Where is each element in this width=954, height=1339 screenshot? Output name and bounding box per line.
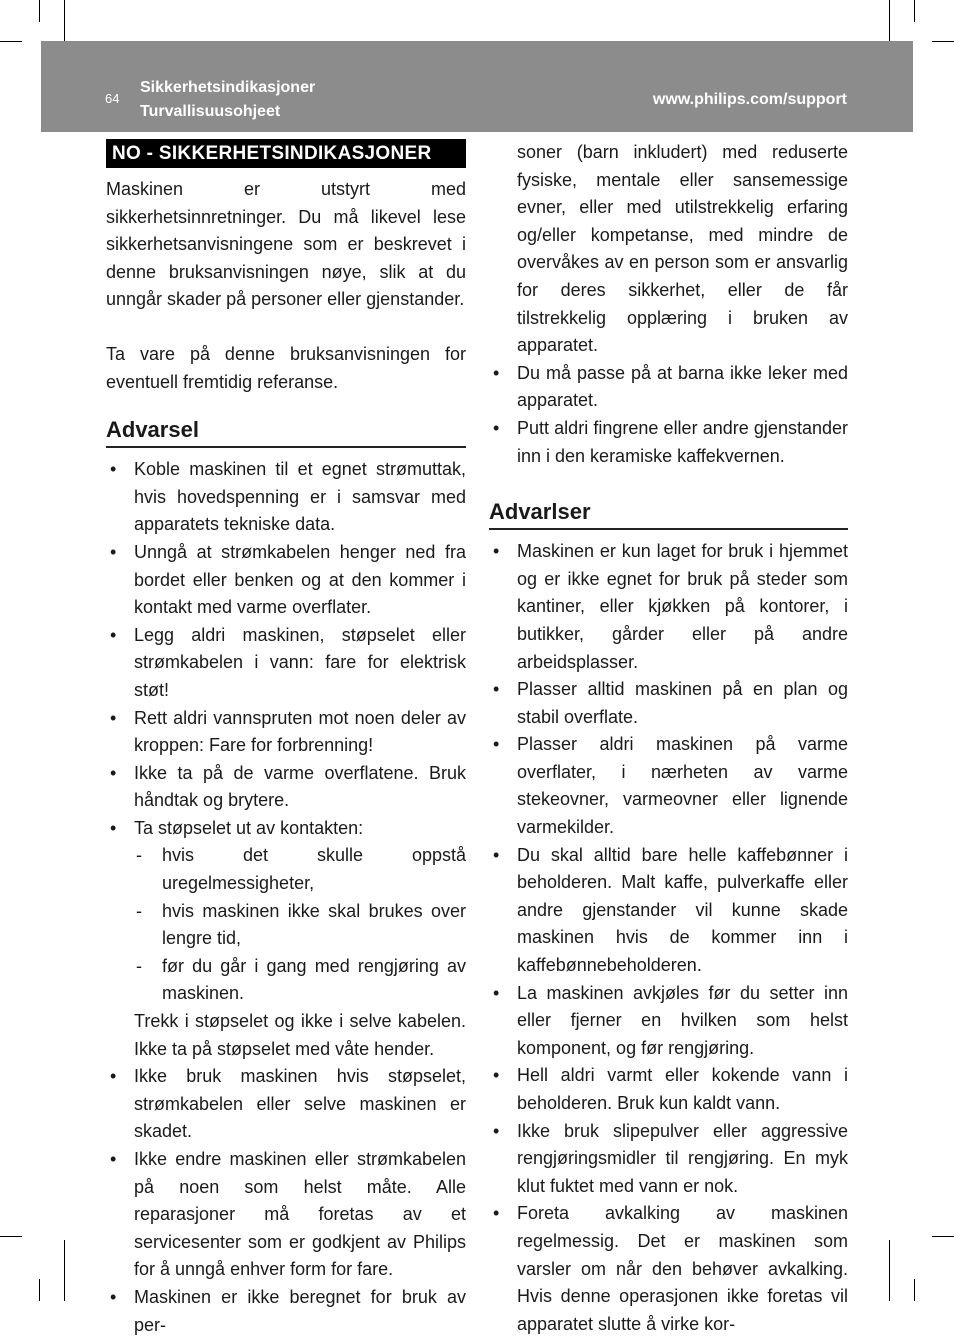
crop-mark [0, 41, 22, 42]
list-item: • Maskinen er ikke beregnet for bruk av per- [110, 1286, 466, 1335]
crop-mark [932, 41, 954, 42]
list-item: • Du skal alltid bare helle kaffebønner i beholderen. Malt kaffe, pulverkaffe eller andre gjenstander vil kunne skade maskinen hvis de kommer inn i kaffebønnebeholderen. [493, 844, 848, 976]
header-title-finnish: Turvallisuusohjeet [140, 103, 281, 120]
intro-paragraph: Ta vare på denne bruksanvisningen for eventuell fremtidig referanse. [106, 343, 466, 392]
list-item: • Plasser aldri maskinen på varme overflater, i nærheten av varme stekeovner, varmeovner eller lignende varmekilder. [493, 734, 848, 838]
list-item: • Du må passe på at barna ikke leker med apparatet. [493, 362, 848, 411]
left-column [106, 139, 466, 1339]
right-column [489, 139, 848, 1338]
list-item: • Ikke bruk slipepulver eller aggressive rengjøringsmidler til rengjøring. En myk klut fuktet med vann er nok. [493, 1120, 848, 1196]
list-item: • Koble maskinen til et egnet strømuttak, hvis hovedspenning er i samsvar med apparatets tekniske data. [110, 459, 466, 535]
crop-mark [914, 1279, 915, 1301]
sub-list-item: - hvis det skulle oppstå uregelmessigheter, [136, 845, 466, 894]
sub-list-item: - hvis maskinen ikke skal brukes over lengre tid, [136, 900, 466, 949]
page-header [41, 41, 913, 132]
continued-text: soner (barn inkludert) med reduserte fysiske, mentale eller sansemessige evner, eller med utilstrekkelig erfaring og/eller kompetanse, med mindre de overvåkes av en person som er ansvarlig for deres sikkerhet, eller de får tilstrekkelig opplæring i bruken av apparatet. [517, 142, 848, 356]
list-item: • La maskinen avkjøles før du setter inn eller fjerner en hvilken som helst komponent, og før rengjøring. [493, 982, 848, 1058]
list-item: • Hell aldri varmt eller kokende vann i beholderen. Bruk kun kaldt vann. [493, 1065, 848, 1113]
list-item: • Rett aldri vannspruten mot noen deler av kroppen: Fare for forbrenning! [110, 707, 466, 756]
crop-mark [914, 0, 915, 22]
advarlser-heading: Advarlser [489, 498, 848, 530]
header-title-norwegian: Sikkerhetsindikasjoner [140, 79, 316, 96]
crop-mark [889, 1240, 890, 1301]
list-item: • Plasser alltid maskinen på en plan og stabil overflate. [493, 679, 848, 727]
list-item: • Unngå at strømkabelen henger ned fra bordet eller benken og at den kommer i kontakt med varme overflater. [110, 541, 466, 618]
crop-mark [64, 1240, 65, 1301]
list-item: • Ikke bruk maskinen hvis støpselet, strømkabelen eller selve maskinen er skadet. [110, 1066, 466, 1142]
list-item: • Foreta avkalking av maskinen regelmessig. Det er maskinen som varsler om når den behøver avkalking. Hvis denne operasjonen ikke foretas vil apparatet slutte å virke kor- [493, 1203, 848, 1334]
list-item: • Ikke ta på de varme overflatene. Bruk håndtak og brytere. [110, 762, 466, 811]
advarsel-list [106, 456, 466, 1339]
intro-paragraph: Maskinen er utstyrt med sikkerhetsinnretninger. Du må likevel lese sikkerhetsanvisningene som er beskrevet i denne bruksanvisningen nøye, slik at du unngår skader på personer eller gjenstander. [106, 179, 466, 310]
advarlser-list [489, 538, 848, 1338]
page-number: 64 [105, 91, 120, 106]
list-item: • Putt aldri fingrene eller andre gjenstander inn i den keramiske kaffekvernen. [493, 417, 848, 466]
list-item: • Legg aldri maskinen, støpselet eller strømkabelen i vann: fare for elektrisk støt! [110, 624, 466, 700]
list-item-note: Trekk i støpselet og ikke i selve kabelen. Ikke ta på støpselet med våte hender. [134, 1011, 466, 1059]
list-item: • Ikke endre maskinen eller strømkabelen på noen som helst måte. Alle reparasjoner må foretas av et servicesenter som er godkjent av Philips for å unngå enhver form for fare. [110, 1149, 466, 1280]
crop-mark [39, 0, 40, 22]
crop-mark [0, 1236, 22, 1237]
crop-mark [932, 1236, 954, 1237]
list-item: • Maskinen er kun laget for bruk i hjemmet og er ikke egnet for bruk på steder som kantiner, eller kjøkken på kontorer, i butikker, gårder eller på andre arbeidsplasser. [493, 541, 848, 672]
support-url: www.philips.com/support [652, 91, 847, 108]
crop-mark [39, 1279, 40, 1301]
sub-list-item: - før du går i gang med rengjøring av maskinen. [136, 955, 466, 1004]
advarsel-heading: Advarsel [106, 416, 466, 448]
section-heading: NO - SIKKERHETSINDIKASJONER [106, 139, 466, 168]
continued-list [489, 360, 848, 470]
list-item: • Ta støpselet ut av kontakten: [110, 817, 364, 838]
